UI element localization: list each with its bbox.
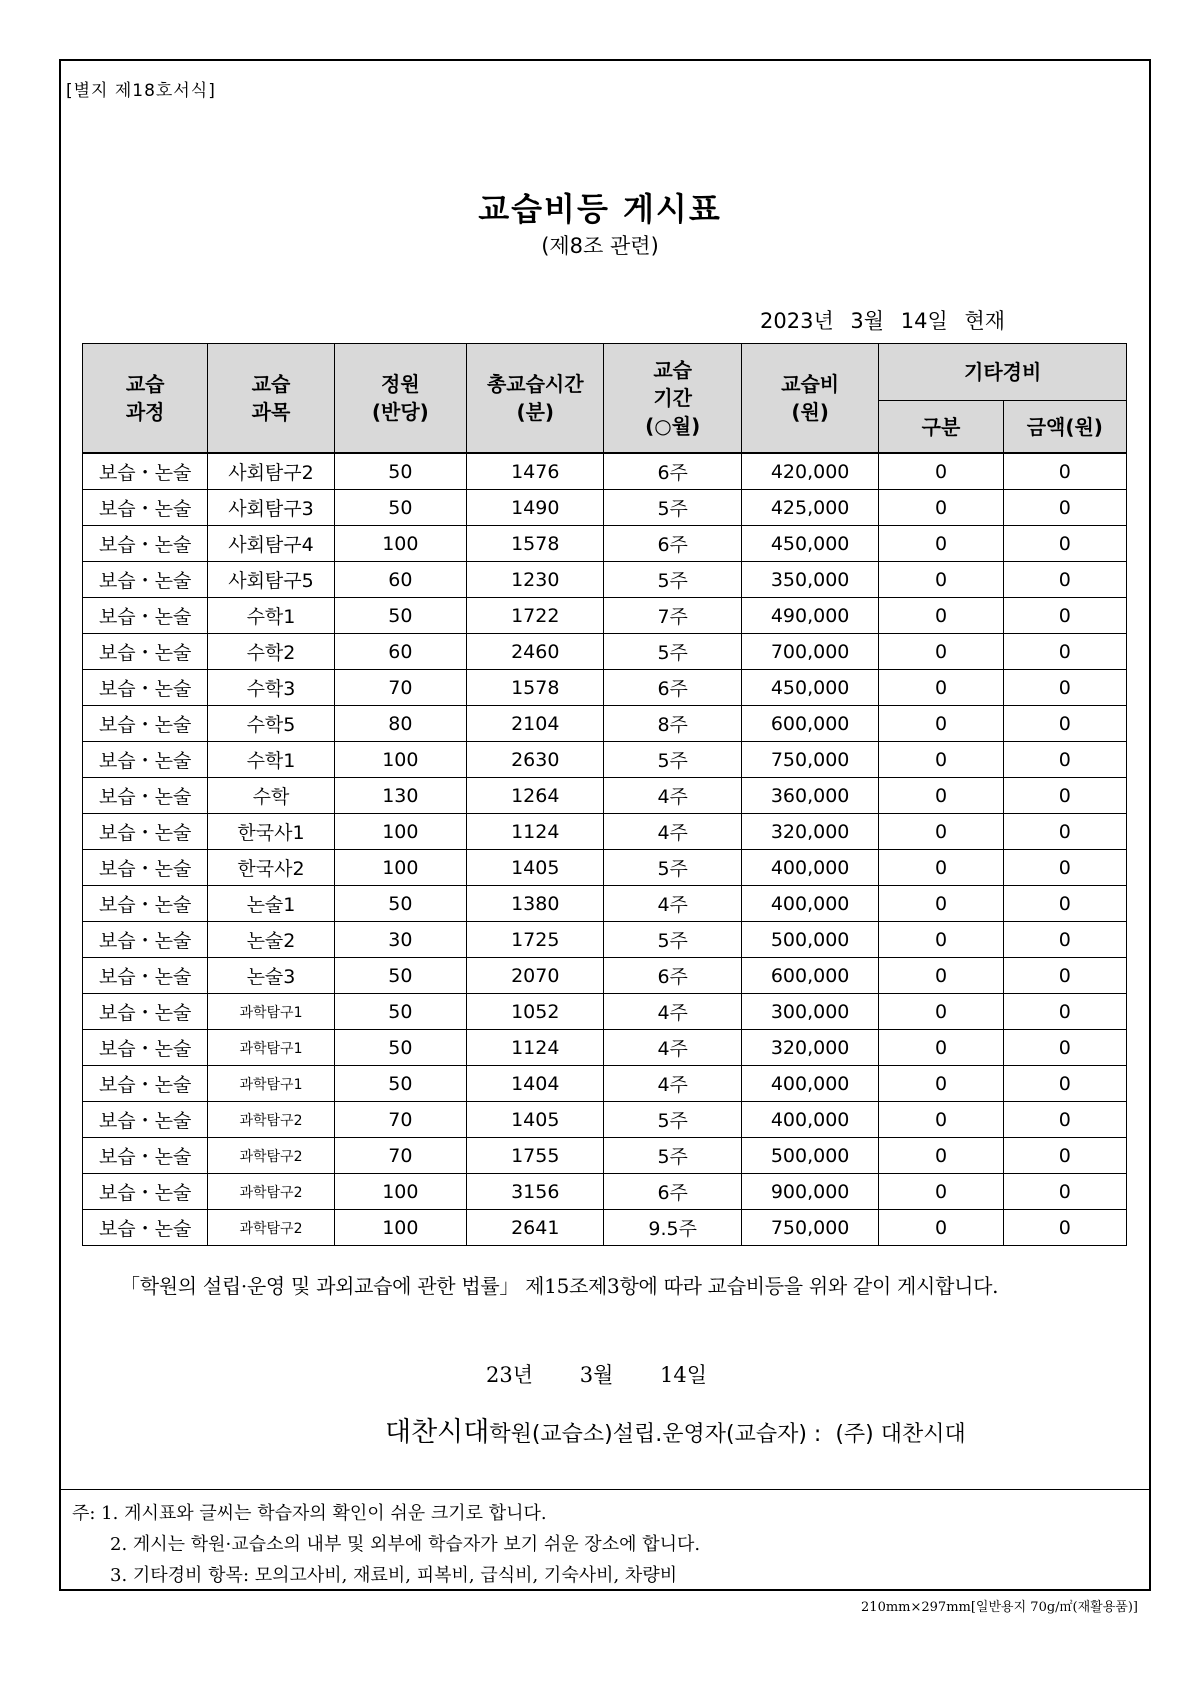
- course-cell: 보습・논술: [83, 453, 208, 490]
- table-row: [83, 1210, 1127, 1246]
- other-type-cell: 0: [879, 1138, 1003, 1174]
- fee-cell: 750,000: [741, 742, 878, 778]
- course-cell: 보습・논술: [83, 706, 208, 742]
- period-cell: 6주: [604, 670, 741, 706]
- subject-cell: 수학1: [208, 598, 334, 634]
- total-time-cell: 1725: [467, 922, 604, 958]
- note-item: 2. 게시는 학원·교습소의 내부 및 외부에 학습자가 보기 쉬운 장소에 합니다.: [110, 1534, 701, 1555]
- header-course: 교습 과정: [83, 344, 208, 454]
- signer-role: 학원(교습소)설립.운영자(교습자) :: [489, 1422, 822, 1447]
- total-time-cell: 2641: [467, 1210, 604, 1246]
- other-amount-cell: 0: [1003, 922, 1126, 958]
- subject-cell: 사회탐구2: [208, 453, 334, 490]
- other-type-cell: 0: [879, 886, 1003, 922]
- table-row: [83, 1030, 1127, 1066]
- fee-cell: 400,000: [741, 886, 878, 922]
- as-of-suffix: 현재: [964, 309, 1006, 333]
- table-row: [83, 1066, 1127, 1102]
- notes: [72, 1498, 700, 1591]
- academy-name: 대찬시대: [385, 1417, 490, 1448]
- course-cell: 보습・논술: [83, 526, 208, 562]
- capacity-cell: 30: [334, 922, 466, 958]
- other-amount-cell: 0: [1003, 886, 1126, 922]
- total-time-cell: 1755: [467, 1138, 604, 1174]
- course-cell: 보습・논술: [83, 850, 208, 886]
- header-period: 교습 기간 (○월): [604, 344, 741, 454]
- course-cell: 보습・논술: [83, 490, 208, 526]
- period-cell: 6주: [604, 1174, 741, 1210]
- period-cell: 6주: [604, 958, 741, 994]
- capacity-cell: 100: [334, 1210, 466, 1246]
- subject-cell: 과학탐구2: [208, 1174, 334, 1210]
- subject-cell: 사회탐구5: [208, 562, 334, 598]
- paper-spec: 210mm×297mm[일반용지 70g/㎡(재활용품)]: [861, 1600, 1138, 1615]
- header-subject: 교습 과목: [208, 344, 334, 454]
- header-capacity: 정원 (반당): [334, 344, 466, 454]
- total-time-cell: 1490: [467, 490, 604, 526]
- subject-cell: 수학2: [208, 634, 334, 670]
- other-amount-cell: 0: [1003, 1102, 1126, 1138]
- total-time-cell: 3156: [467, 1174, 604, 1210]
- capacity-cell: 80: [334, 706, 466, 742]
- table-row: [83, 742, 1127, 778]
- capacity-cell: 70: [334, 1138, 466, 1174]
- other-type-cell: 0: [879, 706, 1003, 742]
- subject-cell: 과학탐구1: [208, 1066, 334, 1102]
- as-of-year: 2023년: [760, 309, 834, 333]
- subject-cell: 사회탐구3: [208, 490, 334, 526]
- other-amount-cell: 0: [1003, 670, 1126, 706]
- table-row: [83, 1138, 1127, 1174]
- total-time-cell: 1052: [467, 994, 604, 1030]
- course-cell: 보습・논술: [83, 778, 208, 814]
- course-cell: 보습・논술: [83, 922, 208, 958]
- note-item: 주: 1. 게시표와 글씨는 학습자의 확인이 쉬운 크기로 합니다.: [72, 1503, 547, 1524]
- fee-cell: 600,000: [741, 958, 878, 994]
- period-cell: 5주: [604, 490, 741, 526]
- other-amount-cell: 0: [1003, 562, 1126, 598]
- total-time-cell: 2460: [467, 634, 604, 670]
- table-row: [83, 1174, 1127, 1210]
- fee-table: [82, 343, 1127, 1246]
- course-cell: 보습・논술: [83, 1174, 208, 1210]
- other-amount-cell: 0: [1003, 490, 1126, 526]
- other-amount-cell: 0: [1003, 1174, 1126, 1210]
- other-amount-cell: 0: [1003, 634, 1126, 670]
- fee-cell: 420,000: [741, 453, 878, 490]
- other-type-cell: 0: [879, 634, 1003, 670]
- capacity-cell: 50: [334, 886, 466, 922]
- total-time-cell: 1230: [467, 562, 604, 598]
- total-time-cell: 1578: [467, 670, 604, 706]
- capacity-cell: 100: [334, 814, 466, 850]
- capacity-cell: 70: [334, 670, 466, 706]
- other-type-cell: 0: [879, 1210, 1003, 1246]
- period-cell: 5주: [604, 742, 741, 778]
- page-title: 교습비등 게시표: [478, 190, 722, 228]
- notes-divider: [59, 1489, 1151, 1490]
- other-amount-cell: 0: [1003, 1138, 1126, 1174]
- fee-cell: 500,000: [741, 1138, 878, 1174]
- fee-cell: 600,000: [741, 706, 878, 742]
- other-amount-cell: 0: [1003, 453, 1126, 490]
- other-amount-cell: 0: [1003, 958, 1126, 994]
- course-cell: 보습・논술: [83, 1102, 208, 1138]
- header-fee: 교습비 (원): [741, 344, 878, 454]
- total-time-cell: 1405: [467, 850, 604, 886]
- table-row: [83, 706, 1127, 742]
- sign-date: [486, 1359, 747, 1389]
- table-row: [83, 526, 1127, 562]
- period-cell: 7주: [604, 598, 741, 634]
- other-type-cell: 0: [879, 1066, 1003, 1102]
- fee-cell: 350,000: [741, 562, 878, 598]
- sign-month: 3월: [579, 1363, 614, 1387]
- capacity-cell: 60: [334, 562, 466, 598]
- other-type-cell: 0: [879, 598, 1003, 634]
- total-time-cell: 1264: [467, 778, 604, 814]
- subject-cell: 과학탐구1: [208, 994, 334, 1030]
- capacity-cell: 100: [334, 1174, 466, 1210]
- header-other-amount: 금액(원): [1003, 401, 1126, 454]
- period-cell: 5주: [604, 562, 741, 598]
- other-amount-cell: 0: [1003, 1030, 1126, 1066]
- header-other-expenses: 기타경비: [879, 344, 1127, 401]
- course-cell: 보습・논술: [83, 1030, 208, 1066]
- course-cell: 보습・논술: [83, 562, 208, 598]
- subject-cell: 과학탐구2: [208, 1138, 334, 1174]
- fee-cell: 400,000: [741, 850, 878, 886]
- capacity-cell: 50: [334, 598, 466, 634]
- table-row: [83, 670, 1127, 706]
- total-time-cell: 2104: [467, 706, 604, 742]
- period-cell: 6주: [604, 453, 741, 490]
- other-amount-cell: 0: [1003, 1066, 1126, 1102]
- other-type-cell: 0: [879, 994, 1003, 1030]
- course-cell: 보습・논술: [83, 670, 208, 706]
- subject-cell: 과학탐구1: [208, 1030, 334, 1066]
- other-amount-cell: 0: [1003, 1210, 1126, 1246]
- table-row: [83, 850, 1127, 886]
- fee-cell: 500,000: [741, 922, 878, 958]
- period-cell: 5주: [604, 850, 741, 886]
- as-of-date: [760, 305, 1005, 335]
- other-type-cell: 0: [879, 453, 1003, 490]
- other-amount-cell: 0: [1003, 850, 1126, 886]
- subject-cell: 한국사1: [208, 814, 334, 850]
- other-type-cell: 0: [879, 958, 1003, 994]
- table-row: [83, 453, 1127, 490]
- other-amount-cell: 0: [1003, 778, 1126, 814]
- other-type-cell: 0: [879, 742, 1003, 778]
- total-time-cell: 1124: [467, 1030, 604, 1066]
- capacity-cell: 50: [334, 958, 466, 994]
- subject-cell: 수학3: [208, 670, 334, 706]
- capacity-cell: 50: [334, 1030, 466, 1066]
- subject-cell: 수학: [208, 778, 334, 814]
- subject-cell: 과학탐구2: [208, 1102, 334, 1138]
- capacity-cell: 100: [334, 742, 466, 778]
- table-row: [83, 778, 1127, 814]
- note-item: 3. 기타경비 항목: 모의고사비, 재료비, 피복비, 급식비, 기숙사비, 차량비: [110, 1565, 678, 1586]
- fee-cell: 900,000: [741, 1174, 878, 1210]
- subject-cell: 논술2: [208, 922, 334, 958]
- course-cell: 보습・논술: [83, 994, 208, 1030]
- table-row: [83, 562, 1127, 598]
- capacity-cell: 50: [334, 453, 466, 490]
- table-row: [83, 598, 1127, 634]
- capacity-cell: 100: [334, 526, 466, 562]
- course-cell: 보습・논술: [83, 1138, 208, 1174]
- fee-cell: 320,000: [741, 1030, 878, 1066]
- other-type-cell: 0: [879, 670, 1003, 706]
- period-cell: 5주: [604, 634, 741, 670]
- other-type-cell: 0: [879, 850, 1003, 886]
- as-of-day: 14일: [900, 309, 948, 333]
- fee-cell: 450,000: [741, 526, 878, 562]
- fee-cell: 700,000: [741, 634, 878, 670]
- period-cell: 5주: [604, 1138, 741, 1174]
- fee-cell: 450,000: [741, 670, 878, 706]
- fee-cell: 320,000: [741, 814, 878, 850]
- other-amount-cell: 0: [1003, 994, 1126, 1030]
- table-row: [83, 1102, 1127, 1138]
- fee-cell: 750,000: [741, 1210, 878, 1246]
- period-cell: 4주: [604, 778, 741, 814]
- capacity-cell: 130: [334, 778, 466, 814]
- as-of-month: 3월: [850, 309, 885, 333]
- total-time-cell: 1404: [467, 1066, 604, 1102]
- period-cell: 4주: [604, 1030, 741, 1066]
- other-type-cell: 0: [879, 562, 1003, 598]
- course-cell: 보습・논술: [83, 814, 208, 850]
- other-type-cell: 0: [879, 1030, 1003, 1066]
- total-time-cell: 1578: [467, 526, 604, 562]
- signer: [385, 1410, 966, 1449]
- table-row: [83, 886, 1127, 922]
- total-time-cell: 1124: [467, 814, 604, 850]
- period-cell: 6주: [604, 526, 741, 562]
- subject-cell: 수학1: [208, 742, 334, 778]
- subject-cell: 논술3: [208, 958, 334, 994]
- subject-cell: 사회탐구4: [208, 526, 334, 562]
- capacity-cell: 50: [334, 490, 466, 526]
- header-total-time: 총교습시간 (분): [467, 344, 604, 454]
- period-cell: 5주: [604, 1102, 741, 1138]
- other-amount-cell: 0: [1003, 814, 1126, 850]
- subject-cell: 수학5: [208, 706, 334, 742]
- table-row: [83, 634, 1127, 670]
- course-cell: 보습・논술: [83, 634, 208, 670]
- period-cell: 4주: [604, 886, 741, 922]
- fee-cell: 400,000: [741, 1102, 878, 1138]
- fee-cell: 425,000: [741, 490, 878, 526]
- capacity-cell: 60: [334, 634, 466, 670]
- table-row: [83, 994, 1127, 1030]
- form-number: [별지 제18호서식]: [66, 81, 216, 101]
- other-amount-cell: 0: [1003, 598, 1126, 634]
- other-type-cell: 0: [879, 526, 1003, 562]
- table-row: [83, 490, 1127, 526]
- other-amount-cell: 0: [1003, 742, 1126, 778]
- course-cell: 보습・논술: [83, 958, 208, 994]
- subject-cell: 한국사2: [208, 850, 334, 886]
- period-cell: 8주: [604, 706, 741, 742]
- total-time-cell: 1722: [467, 598, 604, 634]
- total-time-cell: 2070: [467, 958, 604, 994]
- total-time-cell: 1476: [467, 453, 604, 490]
- capacity-cell: 100: [334, 850, 466, 886]
- other-type-cell: 0: [879, 922, 1003, 958]
- course-cell: 보습・논술: [83, 1210, 208, 1246]
- period-cell: 4주: [604, 994, 741, 1030]
- course-cell: 보습・논술: [83, 742, 208, 778]
- other-type-cell: 0: [879, 814, 1003, 850]
- header-other-type: 구분: [879, 401, 1003, 454]
- fee-cell: 360,000: [741, 778, 878, 814]
- other-type-cell: 0: [879, 1102, 1003, 1138]
- other-type-cell: 0: [879, 1174, 1003, 1210]
- posting-statement: 「학원의 설립·운영 및 과외교습에 관한 법률」 제15조제3항에 따라 교습비등을 위와 같이 게시합니다.: [120, 1274, 999, 1298]
- period-cell: 9.5주: [604, 1210, 741, 1246]
- fee-cell: 400,000: [741, 1066, 878, 1102]
- capacity-cell: 70: [334, 1102, 466, 1138]
- period-cell: 4주: [604, 814, 741, 850]
- fee-cell: 490,000: [741, 598, 878, 634]
- subject-cell: 논술1: [208, 886, 334, 922]
- total-time-cell: 2630: [467, 742, 604, 778]
- course-cell: 보습・논술: [83, 1066, 208, 1102]
- period-cell: 5주: [604, 922, 741, 958]
- sign-day: 14일: [660, 1363, 708, 1387]
- capacity-cell: 50: [334, 1066, 466, 1102]
- other-amount-cell: 0: [1003, 526, 1126, 562]
- subject-cell: 과학탐구2: [208, 1210, 334, 1246]
- other-amount-cell: 0: [1003, 706, 1126, 742]
- page-subtitle: (제8조 관련): [541, 234, 659, 258]
- course-cell: 보습・논술: [83, 598, 208, 634]
- table-row: [83, 922, 1127, 958]
- period-cell: 4주: [604, 1066, 741, 1102]
- other-type-cell: 0: [879, 490, 1003, 526]
- signer-name: (주) 대찬시대: [835, 1422, 966, 1447]
- table-row: [83, 814, 1127, 850]
- table-row: [83, 958, 1127, 994]
- total-time-cell: 1380: [467, 886, 604, 922]
- fee-cell: 300,000: [741, 994, 878, 1030]
- other-type-cell: 0: [879, 778, 1003, 814]
- sign-year: 23년: [486, 1363, 534, 1387]
- course-cell: 보습・논술: [83, 886, 208, 922]
- capacity-cell: 50: [334, 994, 466, 1030]
- total-time-cell: 1405: [467, 1102, 604, 1138]
